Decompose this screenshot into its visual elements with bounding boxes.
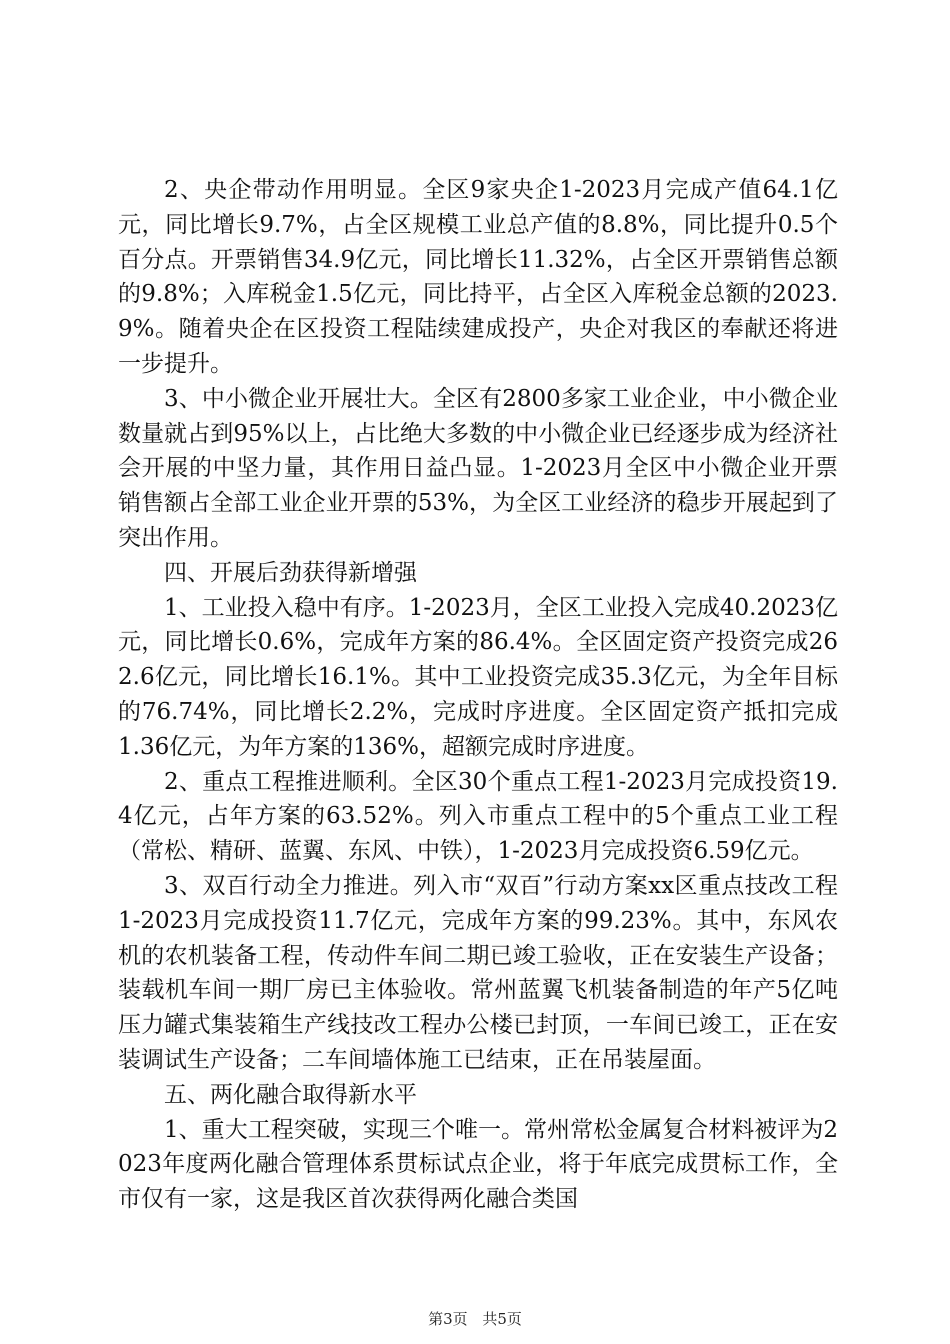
section-heading-4: 四、开展后劲获得新增强 — [164, 559, 417, 586]
paragraph-double-hundred-action: 3、双百行动全力推进。列入市“双百”行动方案xx区重点技改工程1-2023月完成投资11.7亿元，完成年方案的99.23%。其中，东风农机的农机装备工程，传动件车间二期已竣工验收，正在安装生产设备；装载机车间一期厂房已主体验收。常州蓝翼飞机装备制造的年产5亿吨压力罐式集装箱生产线技改工程办公楼已封顶，一车间已竣工，正在安装调试生产设备；二车间墙体施工已结束，正在吊装屋面。 — [118, 872, 838, 1073]
paragraph-industrial-investment: 1、工业投入稳中有序。1-2023月，全区工业投入完成40.2023亿元，同比增长0.6%，完成年方案的86.4%。全区固定资产投资完成262.6亿元，同比增长16.1%。其中工业投资完成35.3亿元，为全年目标的76.74%，同比增长2.2%，完成时序进度。全区固定资产抵扣完成1.36亿元，为年方案的136%，超额完成时序进度。 — [118, 594, 838, 760]
document-body — [118, 173, 838, 1217]
paragraph-small-micro-enterprises: 3、中小微企业开展壮大。全区有2800多家工业企业，中小微企业数量就占到95%以上，占比绝大多数的中小微企业已经逐步成为经济社会开展的中坚力量，其作用日益凸显。1-2023月全区中小微企业开票销售额占全部工业企业开票的53%，为全区工业经济的稳步开展起到了突出作用。 — [118, 385, 838, 551]
paragraph-major-project-breakthrough: 1、重大工程突破，实现三个唯一。常州常松金属复合材料被评为2023年度两化融合管理体系贯标试点企业，将于年底完成贯标工作，全市仅有一家，这是我区首次获得两化融合类国 — [118, 1116, 838, 1213]
page-total: 共5页 — [482, 1310, 522, 1328]
page-footer — [0, 1308, 950, 1329]
section-heading-5: 五、两化融合取得新水平 — [164, 1081, 417, 1108]
paragraph-key-projects: 2、重点工程推进顺利。全区30个重点工程1-2023月完成投资19.4亿元，占年方案的63.52%。列入市重点工程中的5个重点工业工程（常松、精研、蓝翼、东风、中铁），1-2023月完成投资6.59亿元。 — [118, 768, 838, 865]
page-number: 第3页 — [428, 1310, 468, 1328]
paragraph-central-enterprises: 2、央企带动作用明显。全区9家央企1-2023月完成产值64.1亿元，同比增长9.7%，占全区规模工业总产值的8.8%，同比提升0.5个百分点。开票销售34.9亿元，同比增长11.32%，占全区开票销售总额的9.8%；入库税金1.5亿元，同比持平，占全区入库税金总额的2023.9%。随着央企在区投资工程陆续建成投产，央企对我区的奉献还将进一步提升。 — [118, 177, 838, 377]
